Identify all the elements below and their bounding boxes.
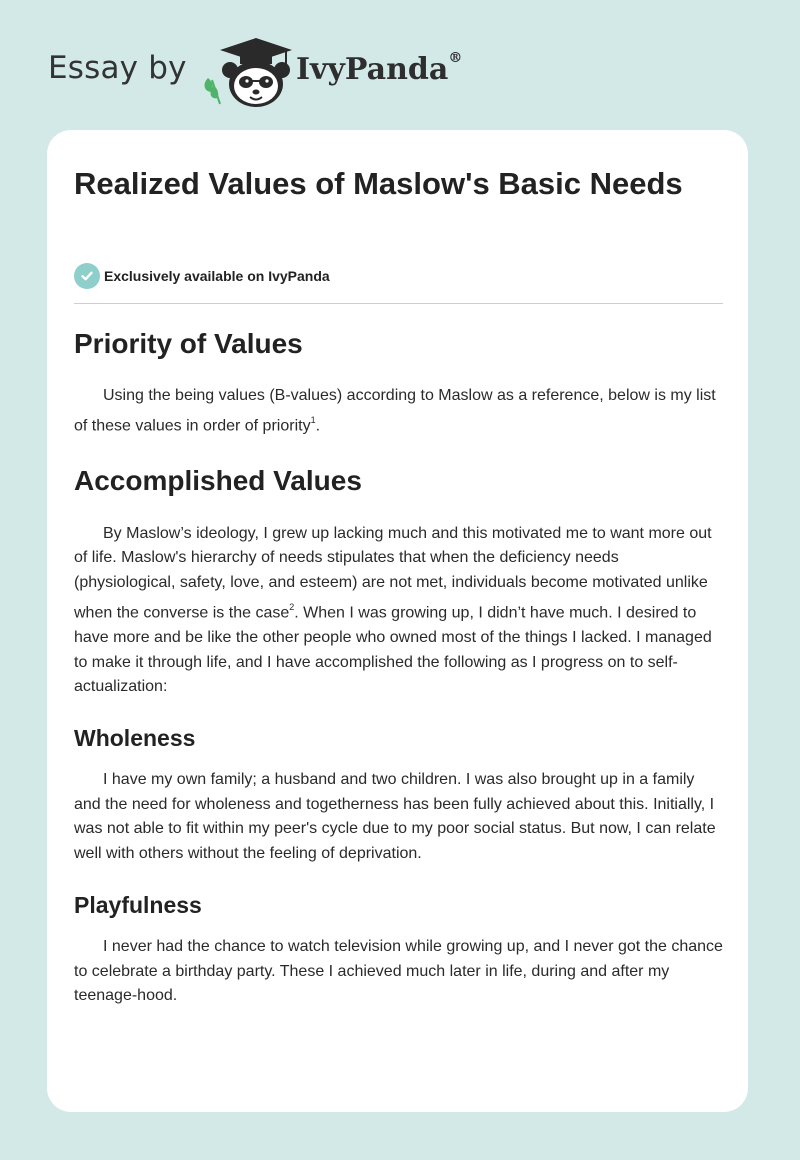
paragraph-wholeness: I have my own family; a husband and two children. I was also brought up in a family and the need for wholeness and togetherness has been fully achieved about this. Initially, I was not able to fit within my peer's cycle due to my poor social status. But now, I can relate well with others without the feeling of deprivation. bbox=[74, 770, 716, 863]
site-header bbox=[0, 0, 800, 130]
badge-text: Exclusively available on IvyPanda bbox=[104, 268, 330, 284]
exclusive-badge bbox=[74, 263, 330, 289]
footnote-ref-1[interactable]: 1 bbox=[310, 414, 316, 425]
page-title: Realized Values of Maslow's Basic Needs bbox=[74, 166, 683, 201]
paragraph-priority: Using the being values (B-values) according to Maslow as a reference, below is my list of these values in order of priority$^1$. bbox=[74, 387, 716, 435]
footnote-ref-2[interactable]: 2 bbox=[289, 601, 295, 612]
essay-by-label: Essay by bbox=[48, 50, 187, 86]
heading-accomplished-values: Accomplished Values bbox=[74, 464, 362, 496]
essay-body bbox=[74, 322, 724, 1009]
divider bbox=[74, 303, 723, 304]
heading-wholeness: Wholeness bbox=[74, 724, 196, 751]
paragraph-playfulness: I never had the chance to watch television while growing up, and I never got the chance to celebrate a birthday party. These I achieved much later in life, during and after my teenage-hood. bbox=[74, 937, 723, 1005]
check-circle-icon bbox=[74, 263, 100, 289]
panda-graduate-icon[interactable] bbox=[200, 34, 296, 110]
heading-playfulness: Playfulness bbox=[74, 891, 202, 918]
paragraph-accomplished: By Maslow’s ideology, I grew up lacking much and this motivated me to want more out of life. Maslow's hierarchy of needs stipulates that when the deficiency needs (physiological, safety, love, and esteem) are not met, individuals become motivated unlike when the converse is the case$^2$. When I was growing up, I didn’t have much. I desired to have more and be like the other people who owned most of the things I lacked. I managed to make it through life, and I have accomplished the following as I progress on to self-actualization: bbox=[74, 524, 712, 696]
heading-priority-of-values: Priority of Values bbox=[74, 328, 303, 359]
brand-name[interactable]: IvyPanda® bbox=[296, 50, 463, 87]
